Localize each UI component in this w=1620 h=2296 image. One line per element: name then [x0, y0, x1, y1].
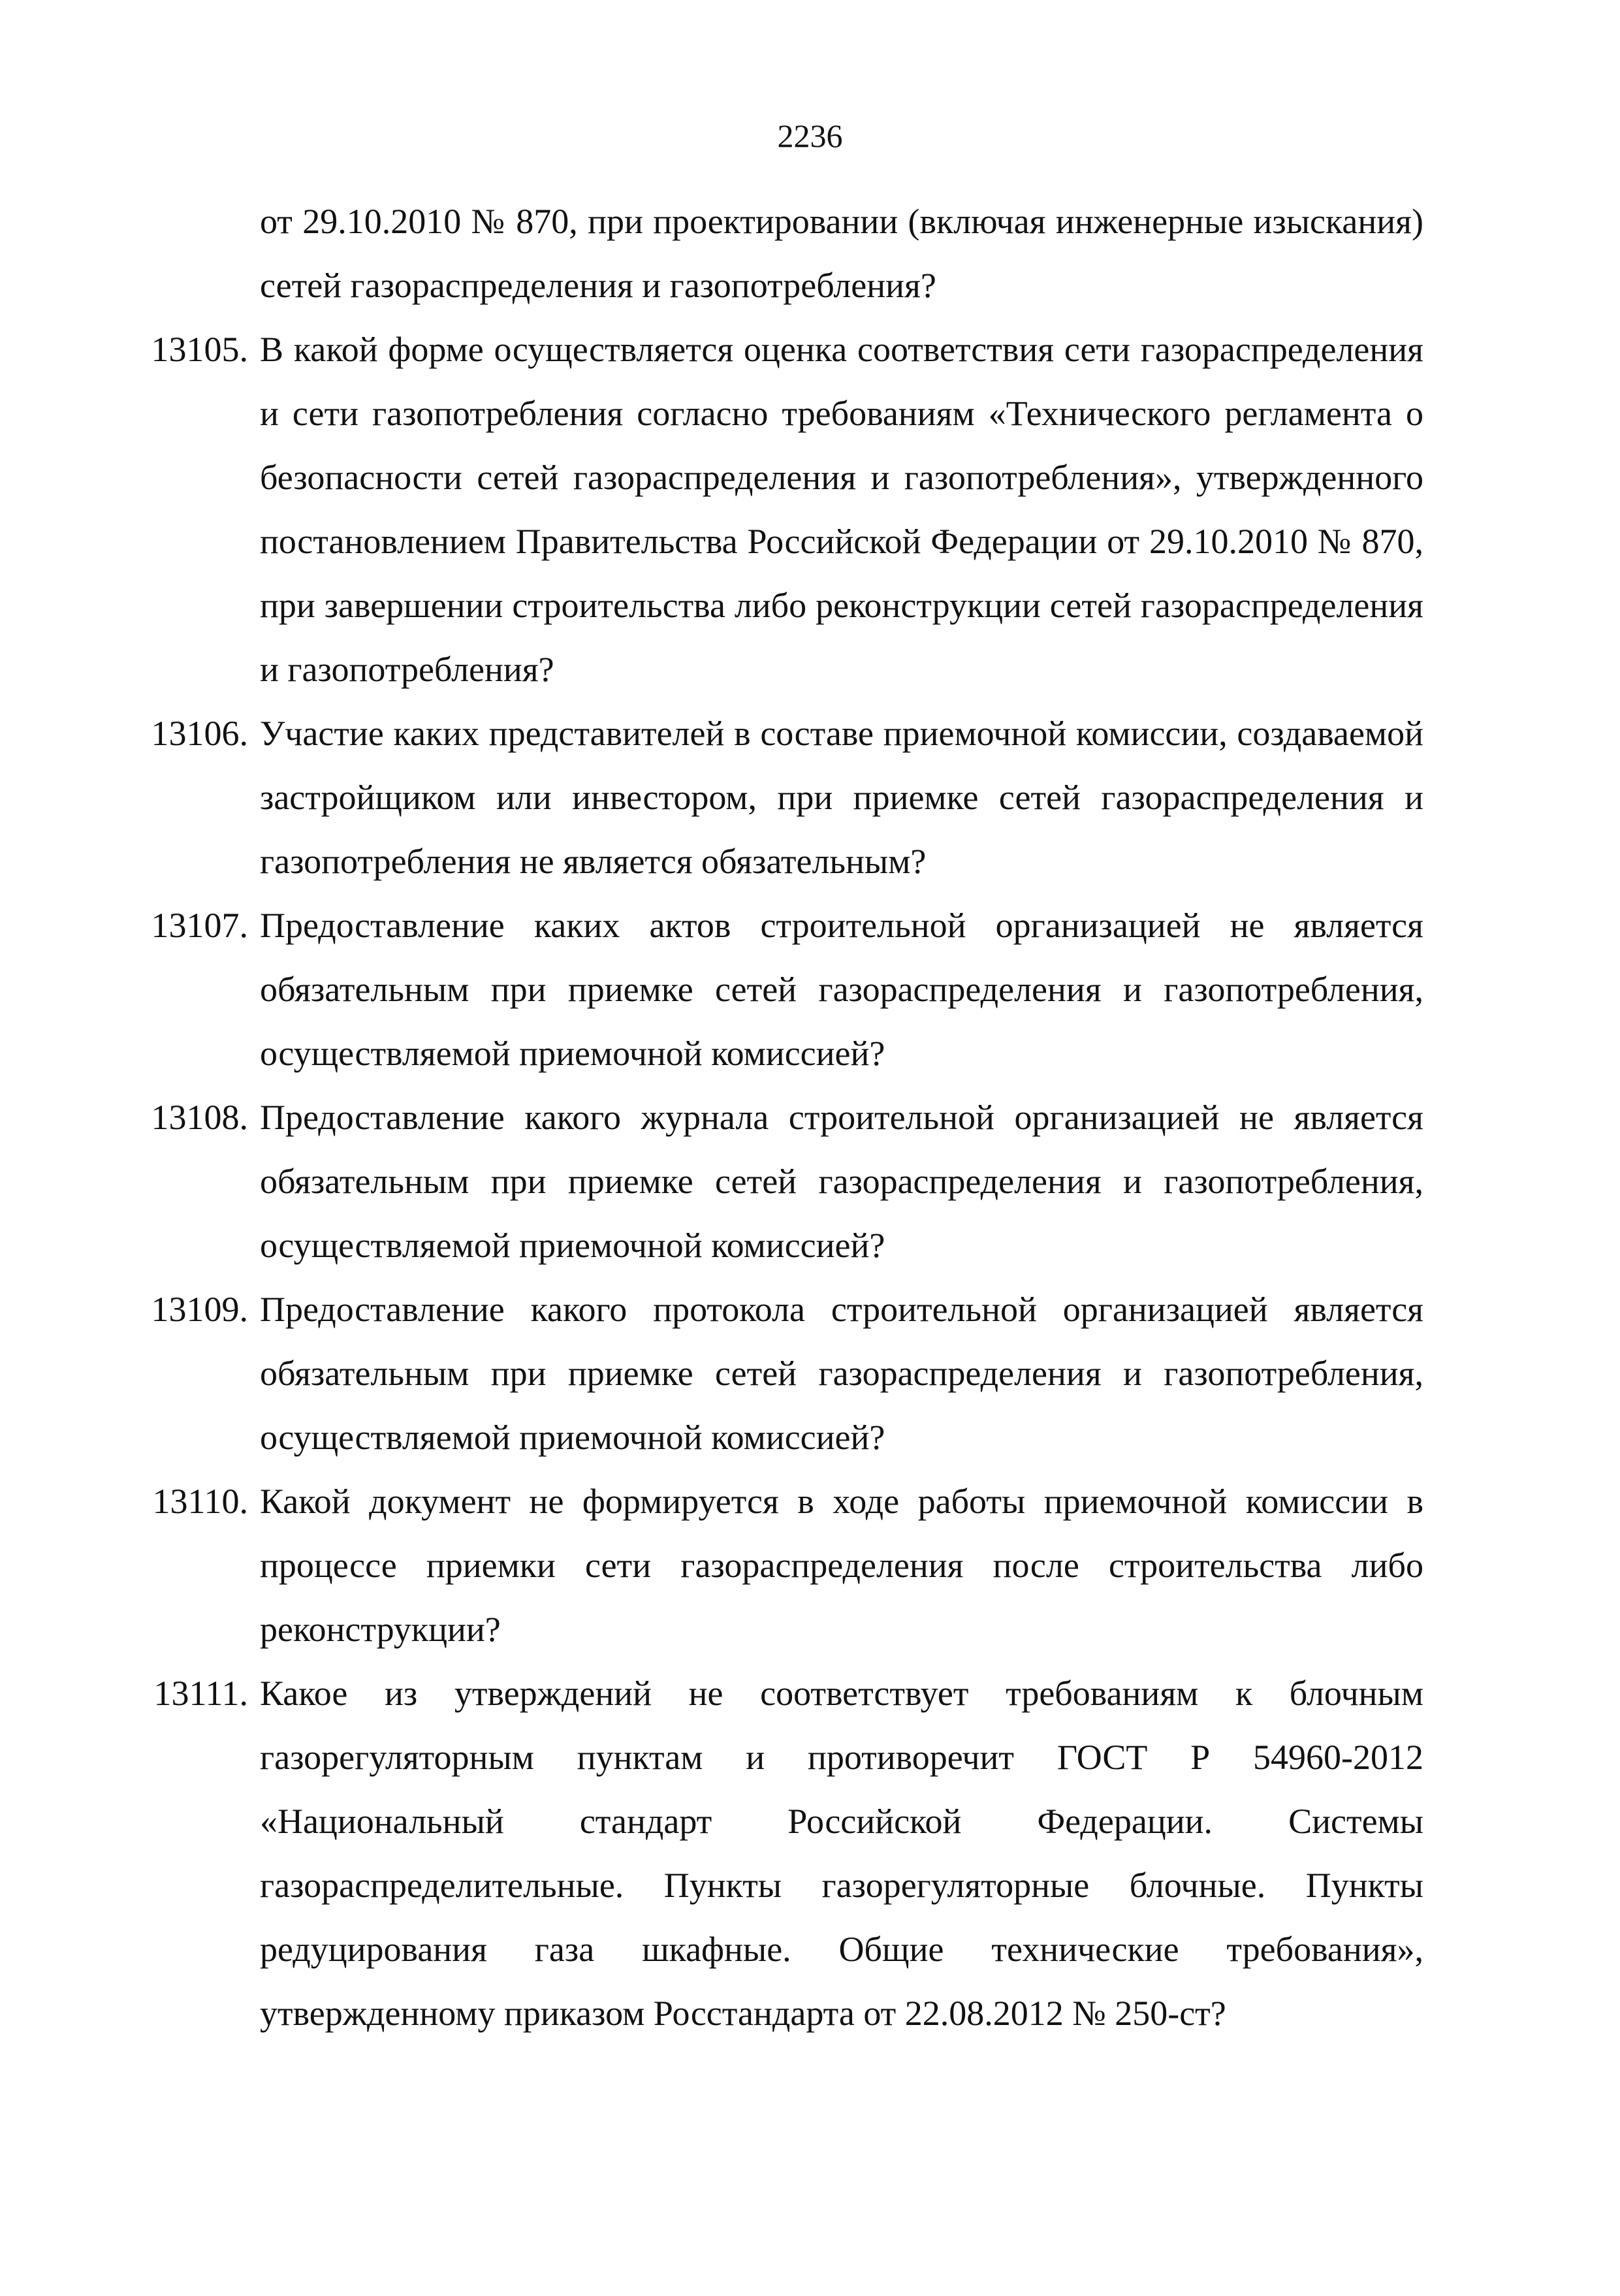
question-text: Предоставление какого журнала строительной организацией не является обязательным при приемке сетей газораспределения и газопотребления, осуществляемой приемочной комиссией?	[260, 1098, 1423, 1265]
question-item	[151, 317, 1423, 701]
question-text: Какой документ не формируется в ходе работы приемочной комиссии в процессе приемки сети газораспределения после строительства либо реконструкции?	[260, 1482, 1423, 1649]
question-number: 13111.	[153, 1674, 248, 1713]
question-number: 13109.	[151, 1290, 248, 1329]
question-text: В какой форме осуществляется оценка соответствия сети газораспределения и сети газопотребления согласно требованиям «Технического регламента о безопасности сетей газораспределения и газопотребления», утвержденного постановлением Правительства Российской Федерации от 29.10.2010 № 870, при завершении строительства либо реконструкции сетей газораспределения и газопотребления?	[260, 330, 1423, 689]
question-item	[152, 1469, 1423, 1661]
document-body	[151, 189, 1423, 2045]
question-number: 13108.	[151, 1098, 248, 1137]
page-number: 2236	[777, 118, 843, 154]
question-text: Участие каких представителей в составе приемочной комиссии, создаваемой застройщиком или инвестором, при приемке сетей газораспределения и газопотребления не является обязательным?	[260, 714, 1423, 881]
question-number: 13105.	[151, 330, 248, 369]
question-text: Какое из утверждений не соответствует требованиям к блочным газорегуляторным пунктам и противоречит ГОСТ Р 54960-2012 «Национальный стандарт Российской Федерации. Системы газораспределительные. Пункты газорегуляторные блочные. Пункты редуцирования газа шкафные. Общие технические требования», утвержденному приказом Росстандарта от 22.08.2012 № 250-ст?	[260, 1674, 1423, 2033]
question-item	[151, 1277, 1423, 1469]
question-text: Предоставление каких актов строительной организацией не является обязательным при приемке сетей газораспределения и газопотребления, осуществляемой приемочной комиссией?	[260, 906, 1423, 1073]
question-text: Предоставление какого протокола строительной организацией является обязательным при приемке сетей газораспределения и газопотребления, осуществляемой приемочной комиссией?	[260, 1290, 1423, 1457]
question-item	[151, 893, 1423, 1085]
question-item	[151, 701, 1423, 893]
question-item	[151, 1085, 1423, 1277]
question-number: 13110.	[152, 1482, 248, 1521]
continuation-paragraph: от 29.10.2010 № 870, при проектировании (включая инженерные изыскания) сетей газораспределения и газопотребления?	[260, 202, 1423, 305]
question-number: 13107.	[151, 906, 248, 945]
question-item	[153, 1661, 1423, 2045]
question-number: 13106.	[151, 714, 248, 753]
